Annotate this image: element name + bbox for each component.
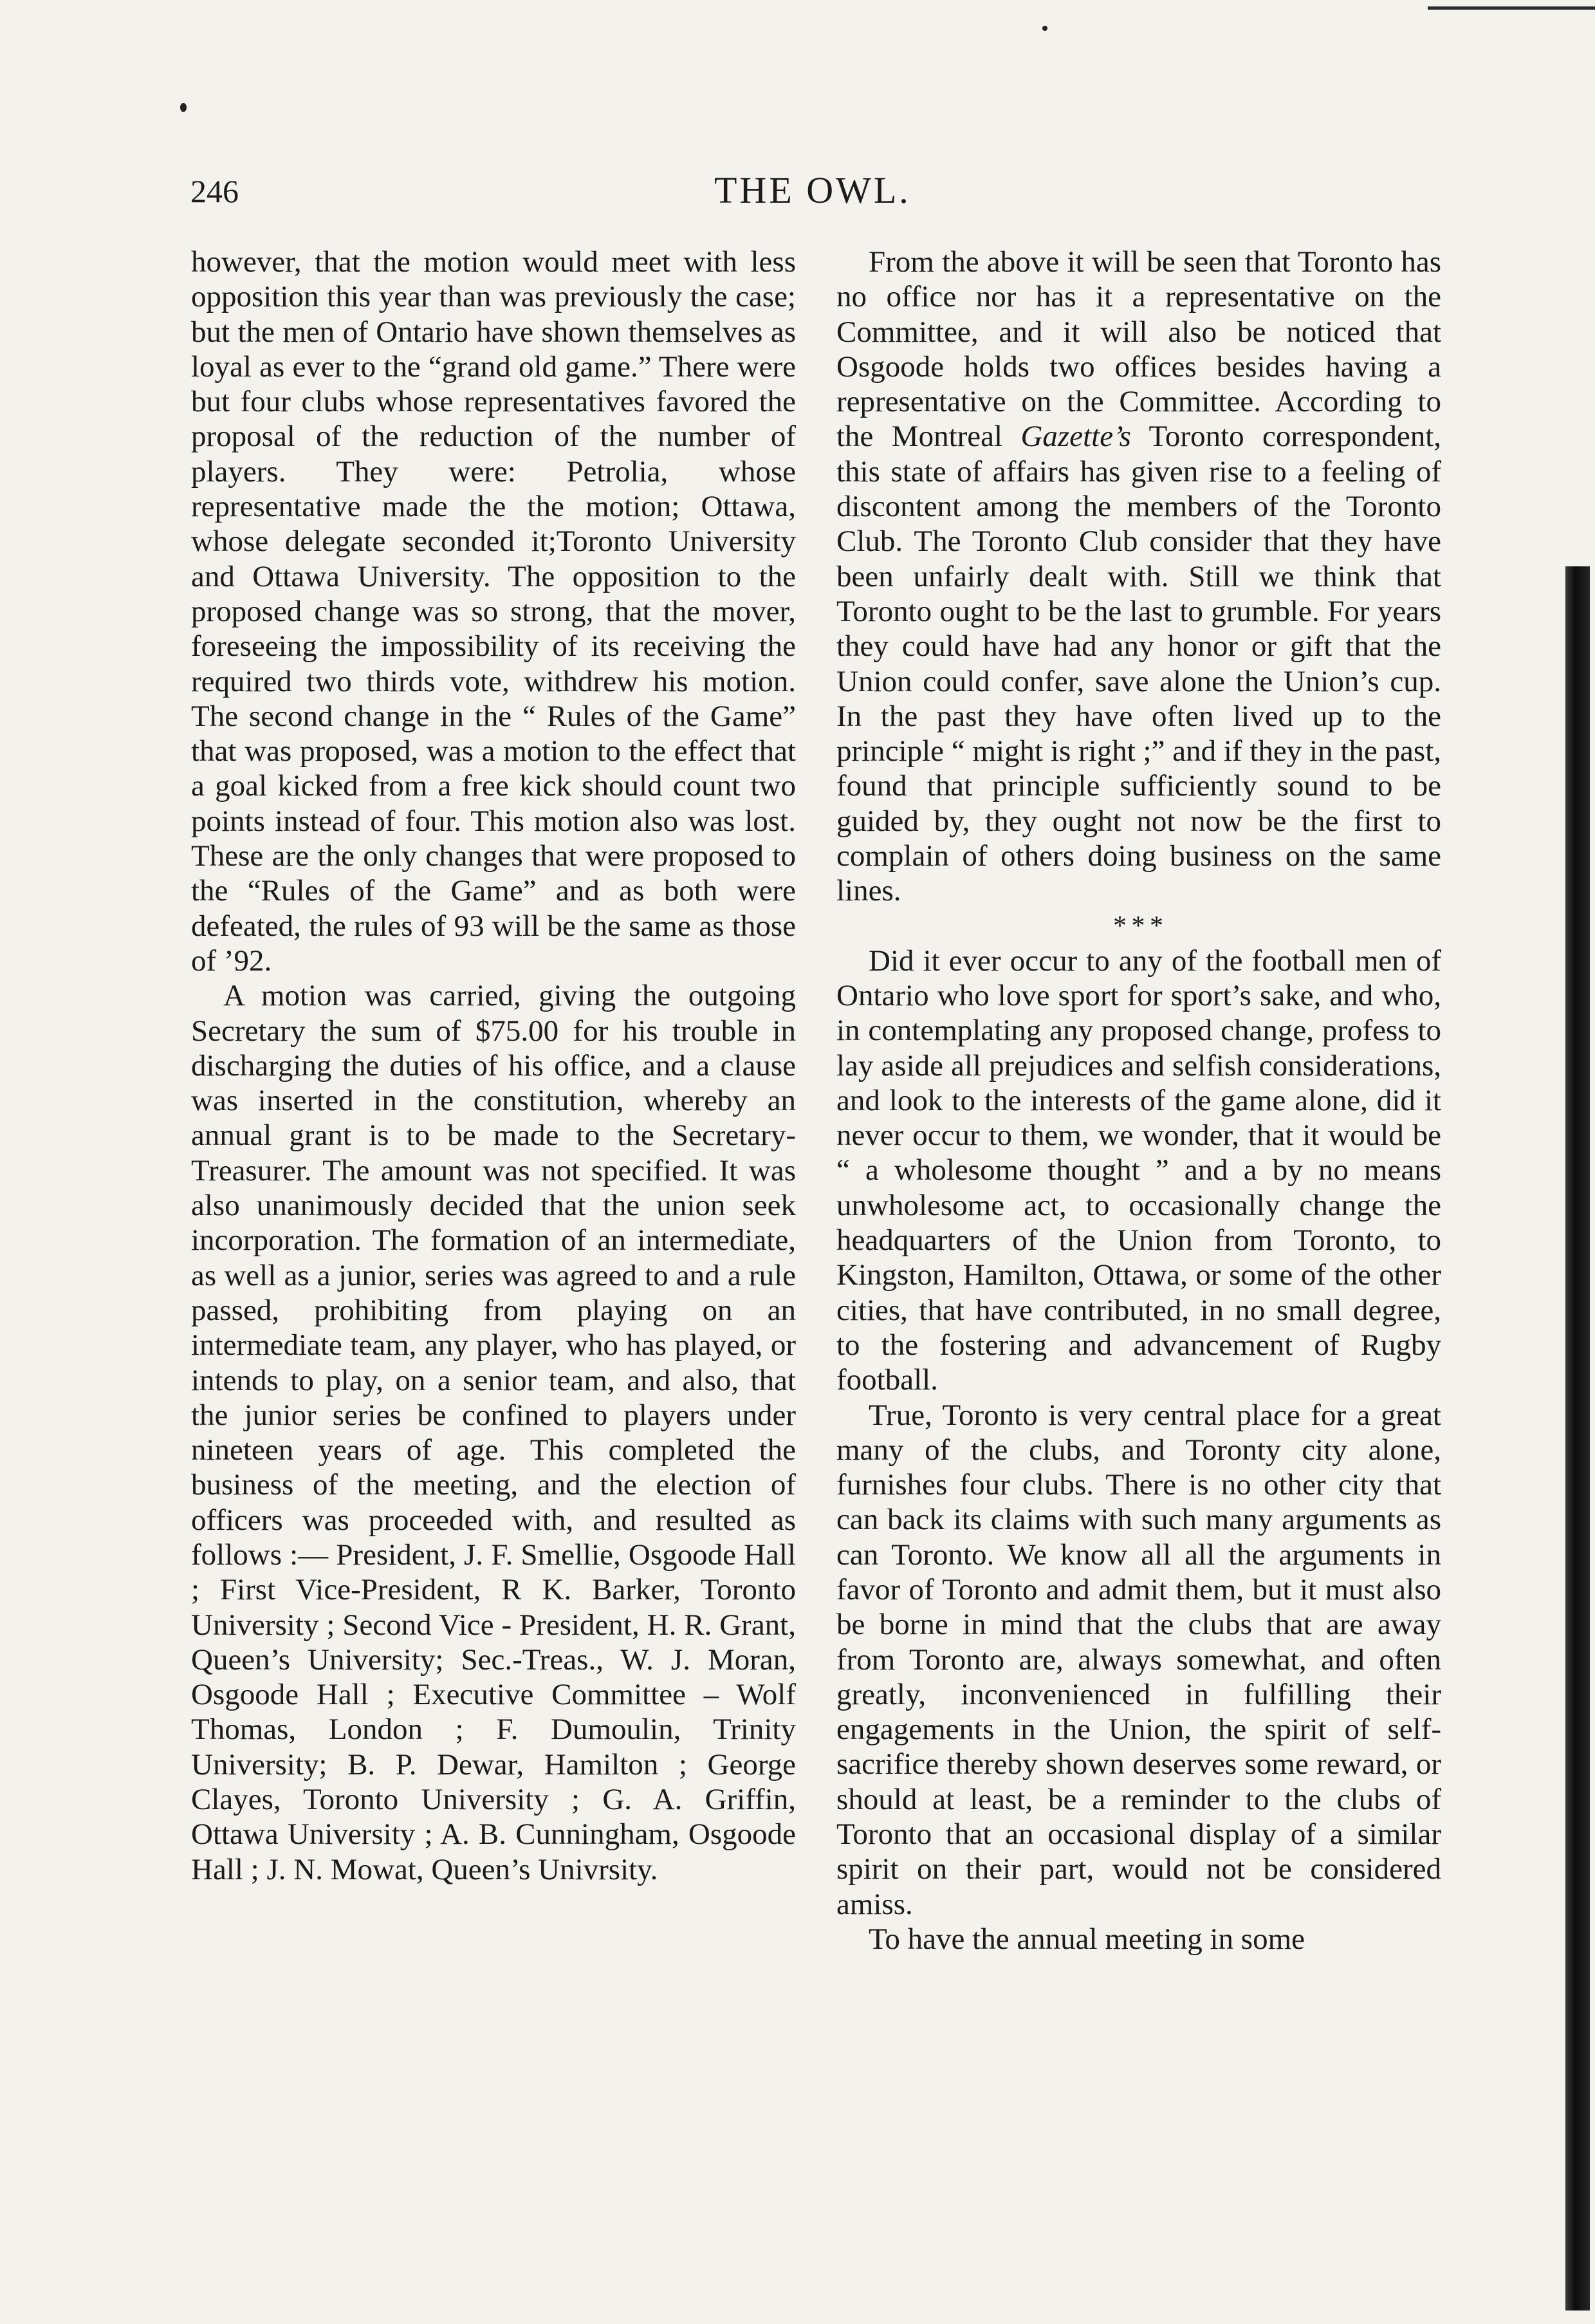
- paragraph: A motion was carried, giving the outgoing Secretary the sum of $75.00 for his trouble in discharging the duties of his office, and a clause was inserted in the constitution, whereby an annual grant is to be made to the Secretary-Treasurer. The amount was not specified. It was also unanimously decided that the union seek incorporation. The formation of an intermediate, as well as a junior, series was agreed to and a rule passed, prohibiting from playing on an intermediate team, any player, who has played, or intends to play, on a senior team, and also, that the junior series be confined to players under nineteen years of age. This completed the business of the meeting, and the election of officers was proceeded with, and resulted as follows :— President, J. F. Smellie, Osgoode Hall ; First Vice-President, R K. Barker, Toronto University ; Second Vice - President, H. R. Grant, Queen’s University; Sec.-Treas., W. J. Moran, Osgoode Hall ; Executive Committee – Wolf Thomas, London ; F. Dumoulin, Trinity University; B. P. Dewar, Hamilton ; George Clayes, Toronto University ; G. A. Griffin, Ottawa University ; A. B. Cunningham, Osgoode Hall ; J. N. Mowat, Queen’s Univrsity.: [191, 979, 796, 1886]
- binding-shadow: [1565, 566, 1590, 2310]
- paragraph-text: From the above it will be seen that Toronto has no office nor has it a representative on the Committee, and it will also be noticed that Osgoode holds two offices besides having a representative on the Committee. According to the Montreal: [836, 245, 1441, 454]
- paragraph: however, that the motion would meet with less opposition this year than was previously the case; but the men of Ontario have shown themselves as loyal as ever to the “grand old game.” There were but four clubs whose representatives favored the proposal of the reduction of the number of players. They were: Petrolia, whose representative made the the motion; Ottawa, whose delegate seconded it;Toronto University and Ottawa University. The opposition to the proposed change was so strong, that the mover, foreseeing the impossibility of its receiving the required two thirds vote, withdrew his motion. The second change in the “ Rules of the Game” that was proposed, was a motion to the effect that a goal kicked from a free kick should count two points instead of four. This motion also was lost. These are the only changes that were proposed to the “Rules of the Game” and as both were defeated, the rules of 93 will be the same as those of ’92.: [191, 245, 796, 978]
- paragraph: Did it ever occur to any of the football men of Ontario who love sport for sport’s sake, and who, in contemplating any proposed change, profess to lay aside all prejudices and selfish considerations, and look to the interests of the game alone, did it never occur to them, we wonder, that it would be “ a wholesome thought ” and a by no means unwholesome act, to occasionally change the headquarters of the Union from Toronto, to Kingston, Hamilton, Ottawa, or some of the other cities, that have contributed, in no small degree, to the fostering and advancement of Rugby football.: [836, 944, 1441, 1397]
- ink-speck: [1042, 26, 1047, 31]
- paragraph-text: Toronto correspondent, this state of affairs has given rise to a feeling of discontent among the members of the Toronto Club. The Toronto Club consider that they have been unfairly dealt with. Still we think that Toronto ought to be the last to grumble. For years they could have had any honor or gift that the Union could confer, save alone the Union’s cup. In the past they have often lived up to the principle “ might is right ;” and if they in the past, found that principle sufficiently sound to be guided by, they ought not now be the first to complain of others doing business on the same lines.: [836, 420, 1441, 908]
- running-head-title: THE OWL.: [714, 169, 911, 211]
- italic-title: Gazette’s: [1020, 420, 1131, 454]
- left-text-column: [191, 245, 796, 1887]
- top-edge-rule: [1428, 6, 1595, 10]
- paragraph: To have the annual meeting in some: [869, 1922, 1305, 1956]
- page-number: 246: [190, 173, 239, 209]
- ink-speck: [180, 103, 187, 112]
- asterism-divider: * * *: [1112, 911, 1165, 941]
- paragraph: True, Toronto is very central place for a great many of the clubs, and Toronty city alone, furnishes four clubs. There is no other city that can back its claims with such many arguments as can Toronto. We know all all the arguments in favor of Toronto and admit them, but it must also be borne in mind that the clubs that are away from Toronto are, always somewhat, and often greatly, inconvenienced in fulfilling their engagements in the Union, the spirit of self-sacrifice thereby shown deserves some reward, or should at least, be a reminder to the clubs of Toronto that an occasional display of a similar spirit on their part, would not be considered amiss.: [836, 1398, 1441, 1921]
- paragraph: [836, 245, 1441, 909]
- right-text-column: [836, 245, 1441, 1957]
